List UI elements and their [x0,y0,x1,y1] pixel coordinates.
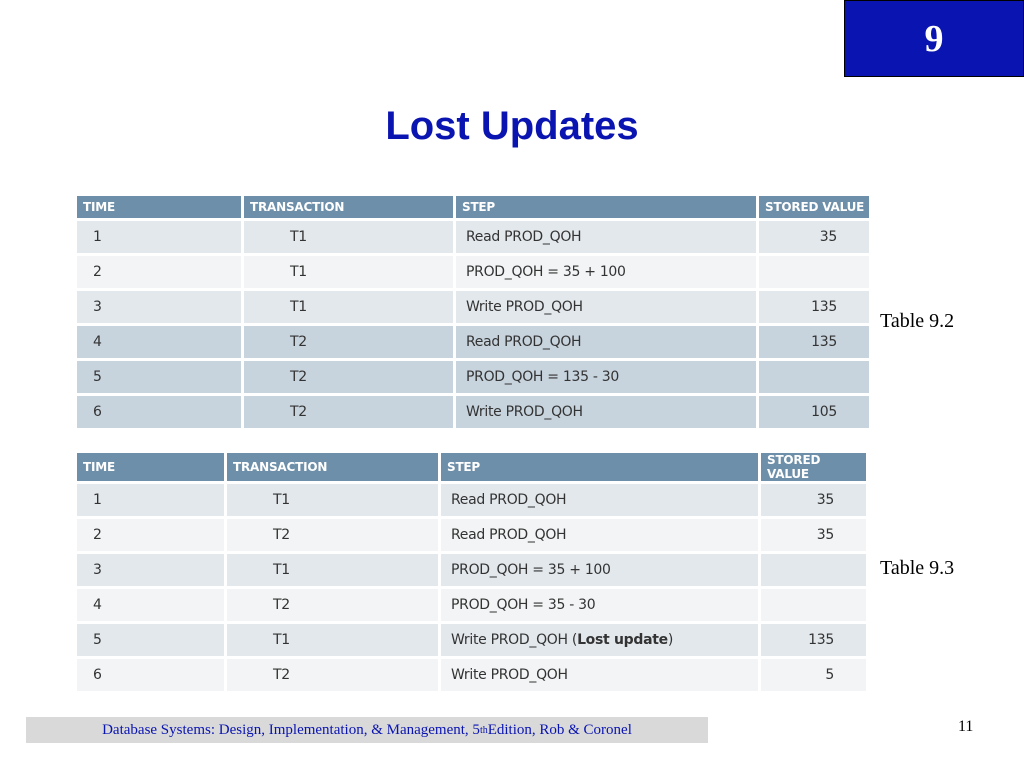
cell-step: PROD_QOH = 135 - 30 [456,361,756,393]
cell-step: PROD_QOH = 35 - 30 [441,589,758,621]
page-number: 11 [958,718,974,735]
cell-step: Write PROD_QOH [441,659,758,691]
cell-stored-value: 135 [761,624,866,656]
cell-time: 3 [77,291,241,323]
cell-transaction: T1 [227,554,438,586]
cell-stored-value: 135 [759,291,869,323]
table-9-3-caption: Table 9.3 [880,557,955,579]
cell-time: 1 [77,484,224,516]
cell-step [441,624,758,656]
cell-stored-value: 35 [759,221,869,253]
cell-step: Write PROD_QOH [456,291,756,323]
cell-step: PROD_QOH = 35 + 100 [456,256,756,288]
table-row [77,659,866,691]
cell-stored-value: 135 [759,326,869,358]
cell-time: 4 [77,326,241,358]
chapter-number: 9 [924,17,944,60]
cell-transaction: T1 [227,484,438,516]
cell-step: Read PROD_QOH [441,519,758,551]
table-row [77,484,866,516]
table-9-2-caption: Table 9.2 [880,310,955,332]
footer-text: Database Systems: Design, Implementation, & Management, 5 [102,721,480,738]
table-row [77,624,866,656]
cell-stored-value: 105 [759,396,869,428]
header-transaction: TRANSACTION [244,196,453,218]
step-text: Write PROD_QOH ( [451,632,578,648]
header-step: STEP [456,196,756,218]
cell-time: 4 [77,589,224,621]
table-row [77,396,869,428]
cell-step: Read PROD_QOH [441,484,758,516]
header-time: TIME [77,196,241,218]
cell-time: 1 [77,221,241,253]
cell-transaction: T1 [227,624,438,656]
cell-stored-value: 35 [761,519,866,551]
slide-title: Lost Updates [385,104,639,148]
cell-transaction: T2 [227,659,438,691]
table-9-3 [74,450,869,694]
footer-text-end: Edition, Rob & Coronel [487,721,632,738]
cell-step: Write PROD_QOH [456,396,756,428]
table-row [77,221,869,253]
cell-step: PROD_QOH = 35 + 100 [441,554,758,586]
header-transaction: TRANSACTION [227,453,438,481]
cell-stored-value: 5 [761,659,866,691]
step-text-end: ) [667,632,674,648]
table-row [77,519,866,551]
cell-stored-value [761,589,866,621]
cell-transaction: T2 [244,326,453,358]
table-row [77,589,866,621]
cell-transaction: T1 [244,221,453,253]
cell-time: 6 [77,659,224,691]
cell-transaction: T2 [244,361,453,393]
footer-superscript: th [479,724,488,736]
header-time: TIME [77,453,224,481]
chapter-number-box [844,0,1024,77]
cell-stored-value: 35 [761,484,866,516]
footer-citation [26,717,708,743]
table-9-2 [74,193,872,431]
table-row [77,326,869,358]
cell-time: 5 [77,624,224,656]
header-stored-value: STORED VALUE [759,196,869,218]
cell-transaction: T2 [227,519,438,551]
cell-time: 2 [77,256,241,288]
table-row [77,291,869,323]
cell-stored-value [761,554,866,586]
header-step: STEP [441,453,758,481]
cell-stored-value [759,361,869,393]
table-row [77,361,869,393]
cell-time: 2 [77,519,224,551]
header-stored-value: STORED VALUE [761,453,866,481]
cell-stored-value [759,256,869,288]
cell-transaction: T1 [244,291,453,323]
cell-time: 3 [77,554,224,586]
cell-transaction: T2 [227,589,438,621]
cell-time: 6 [77,396,241,428]
lost-update-label: Lost update [577,632,668,648]
table-row [77,256,869,288]
cell-step: Read PROD_QOH [456,221,756,253]
table-row [77,554,866,586]
cell-time: 5 [77,361,241,393]
cell-transaction: T1 [244,256,453,288]
cell-step: Read PROD_QOH [456,326,756,358]
cell-transaction: T2 [244,396,453,428]
